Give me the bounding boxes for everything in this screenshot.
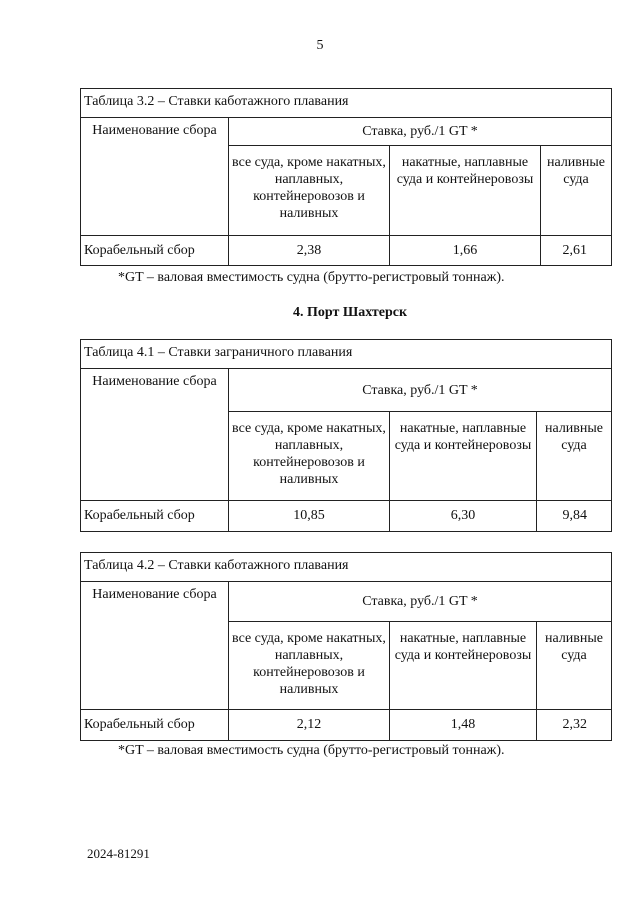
row-label: Корабельный сбор <box>81 236 229 266</box>
value-cell: 1,48 <box>390 710 537 741</box>
section-heading: 4. Порт Шахтерск <box>292 305 408 320</box>
subheader-tankers: наливные суда <box>537 622 612 710</box>
subheader-tankers: наливные суда <box>541 146 612 236</box>
subheader-all-vessels: все суда, кроме накатных, наплавных, контейнеровозов и наливных <box>229 622 390 710</box>
table-caption: Таблица 3.2 – Ставки каботажного плавания <box>81 89 612 118</box>
footnote: *GT – валовая вместимость судна (брутто-регистровый тоннаж). <box>118 743 505 758</box>
subheader-all-vessels: все суда, кроме накатных, наплавных, контейнеровозов и наливных <box>229 412 390 501</box>
table-caption: Таблица 4.2 – Ставки каботажного плавания <box>81 553 612 582</box>
subheader-roro-containers: накатные, наплавные суда и контейнеровозы <box>390 622 537 710</box>
table-caption: Таблица 4.1 – Ставки заграничного плавания <box>81 340 612 369</box>
header-name: Наименование сбора <box>81 369 229 501</box>
value-cell: 2,61 <box>541 236 612 266</box>
value-cell: 2,32 <box>537 710 612 741</box>
table-3-2 <box>80 88 612 266</box>
value-cell: 10,85 <box>229 501 390 532</box>
subheader-tankers: наливные суда <box>537 412 612 501</box>
header-name: Наименование сбора <box>81 118 229 236</box>
table-4-1 <box>80 339 612 532</box>
table-4-2 <box>80 552 612 741</box>
footnote: *GT – валовая вместимость судна (брутто-регистровый тоннаж). <box>118 270 505 285</box>
value-cell: 2,38 <box>229 236 390 266</box>
value-cell: 2,12 <box>229 710 390 741</box>
header-rate: Ставка, руб./1 GT * <box>229 369 612 412</box>
row-label: Корабельный сбор <box>81 501 229 532</box>
subheader-roro-containers: накатные, наплавные суда и контейнеровозы <box>390 412 537 501</box>
header-name: Наименование сбора <box>81 582 229 710</box>
subheader-roro-containers: накатные, наплавные суда и контейнеровозы <box>390 146 541 236</box>
value-cell: 9,84 <box>537 501 612 532</box>
page-number: 5 <box>316 38 324 53</box>
value-cell: 6,30 <box>390 501 537 532</box>
value-cell: 1,66 <box>390 236 541 266</box>
header-rate: Ставка, руб./1 GT * <box>229 582 612 622</box>
document-code: 2024-81291 <box>87 846 150 861</box>
subheader-all-vessels: все суда, кроме накатных, наплавных, контейнеровозов и наливных <box>229 146 390 236</box>
row-label: Корабельный сбор <box>81 710 229 741</box>
header-rate: Ставка, руб./1 GT * <box>229 118 612 146</box>
